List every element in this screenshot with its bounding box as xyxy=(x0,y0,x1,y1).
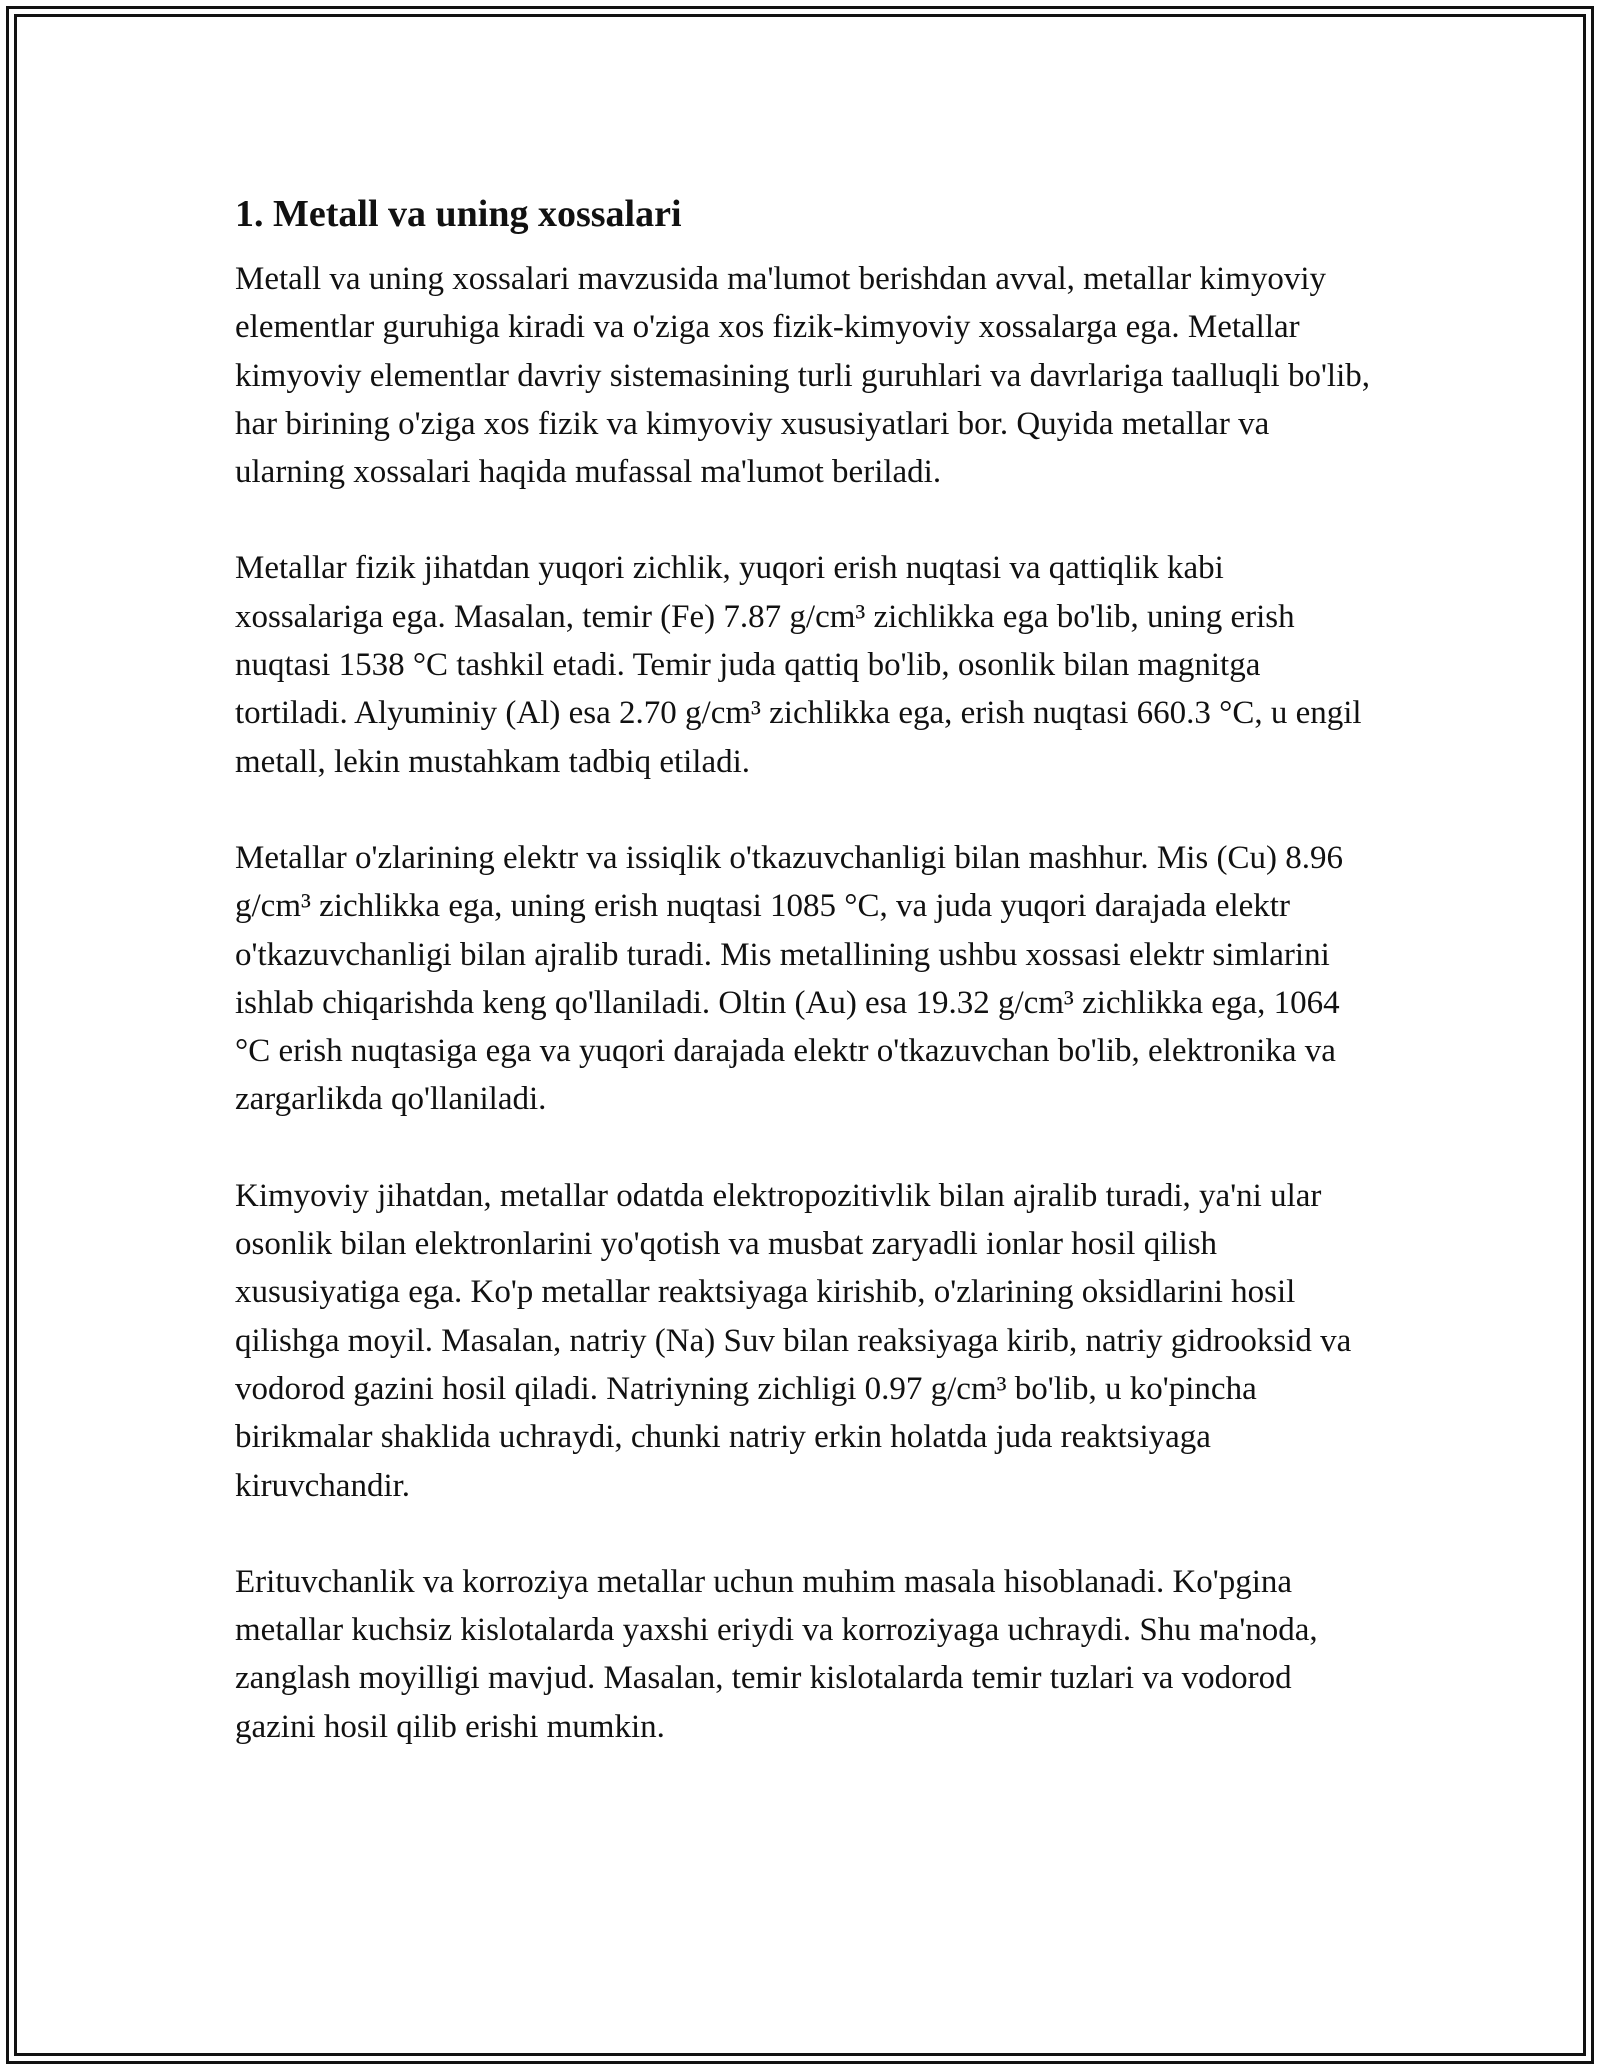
document-body xyxy=(235,185,1375,1799)
section-heading: 1. Metall va uning xossalari xyxy=(235,193,682,235)
paragraph-physical-properties: Metallar fizik jihatdan yuqori zichlik, yuqori erish nuqtasi va qattiqlik kabi xossalariga ega. Masalan, temir (Fe) 7.87 g/cm³ zichlikka ega bo'lib, uning erish nuqtasi 1538 °C tashkil etadi. Temir juda qattiq bo'lib, osonlik bilan magnitga tortiladi. Alyuminiy (Al) esa 2.70 g/cm³ zichlikka ega, erish nuqtasi 660.3 °C, u engil metall, lekin mustahkam tadbiq etiladi. xyxy=(235,550,1362,780)
paragraph-intro: Metall va uning xossalari mavzusida ma'lumot berishdan avval, metallar kimyoviy elementlar guruhiga kiradi va o'ziga xos fizik-kimyoviy xossalarga ega. Metallar kimyoviy elementlar davriy sistemasining turli guruhlari va davrlariga taalluqli bo'lib, har birining o'ziga xos fizik va kimyoviy xususiyatlari bor. Quyida metallar va ularning xossalari haqida mufassal ma'lumot beriladi. xyxy=(235,261,1371,491)
paragraph-chemical-properties: Kimyoviy jihatdan, metallar odatda elektropozitivlik bilan ajralib turadi, ya'ni ular osonlik bilan elektronlarini yo'qotish va musbat zaryadli ionlar hosil qilish xususiyatiga ega. Ko'p metallar reaktsiyaga kirishib, o'zlarining oksidlarini hosil qilishga moyil. Masalan, natriy (Na) Suv bilan reaksiyaga kirib, natriy gidrooksid va vodorod gazini hosil qiladi. Natriyning zichligi 0.97 g/cm³ bo'lib, u ko'pincha birikmalar shaklida uchraydi, chunki natriy erkin holatda juda reaktsiyaga kiruvchandir. xyxy=(235,1177,1352,1504)
paragraph-corrosion: Erituvchanlik va korroziya metallar uchun muhim masala hisoblanadi. Ko'pgina metallar kuchsiz kislotalarda yaxshi eriydi va korroziyaga uchraydi. Shu ma'noda, zanglash moyilligi mavjud. Masalan, temir kislotalarda temir tuzlari va vodorod gazini hosil qilib erishi mumkin. xyxy=(235,1563,1318,1745)
paragraph-conductivity: Metallar o'zlarining elektr va issiqlik o'tkazuvchanligi bilan mashhur. Mis (Cu) 8.96 g/cm³ zichlikka ega, uning erish nuqtasi 1085 °C, va juda yuqori darajada elektr o'tkazuvchanligi bilan ajralib turadi. Mis metallining ushbu xossasi elektr simlarini ishlab chiqarishda keng qo'llaniladi. Oltin (Au) esa 19.32 g/cm³ zichlikka ega, 1064 °C erish nuqtasiga ega va yuqori darajada elektr o'tkazuvchan bo'lib, elektronika va zargarlikda qo'llaniladi. xyxy=(235,839,1343,1118)
